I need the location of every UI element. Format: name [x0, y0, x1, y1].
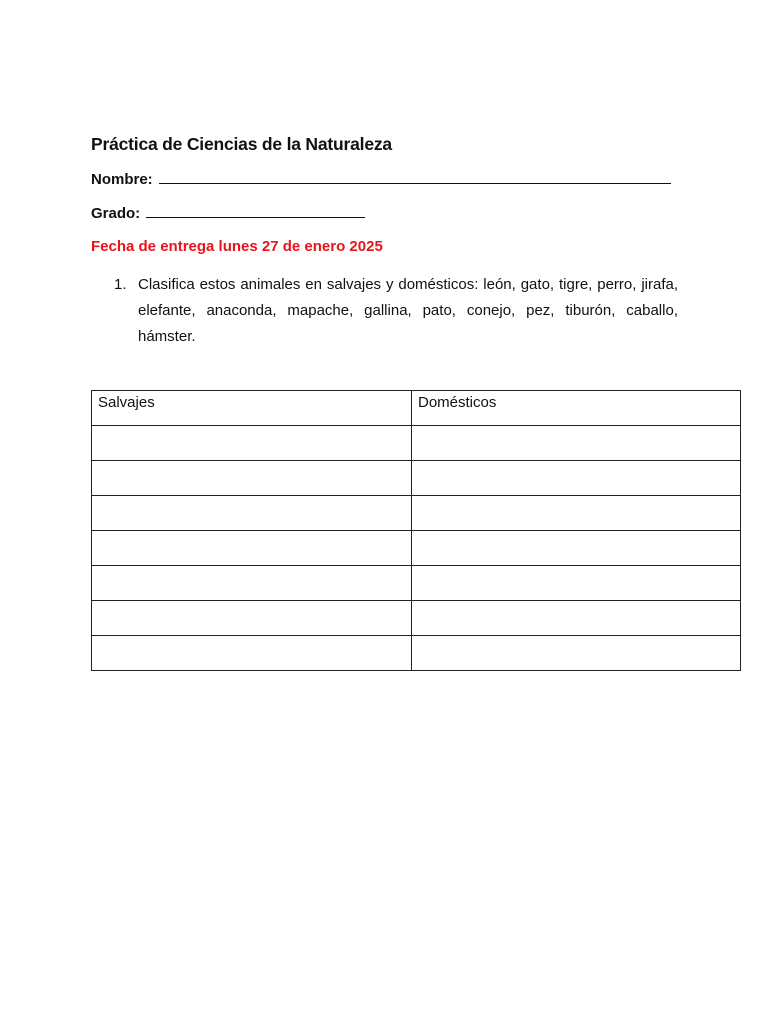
wild-cell[interactable]	[92, 496, 412, 531]
grade-field[interactable]	[91, 205, 365, 222]
table-header-row	[92, 391, 741, 426]
classification-table	[91, 390, 741, 671]
table-row	[92, 426, 741, 461]
table-row	[92, 531, 741, 566]
table-row	[92, 601, 741, 636]
name-field[interactable]	[91, 171, 671, 188]
header-wild: Salvajes	[92, 391, 412, 426]
domestic-cell[interactable]	[412, 601, 741, 636]
grade-blank-line[interactable]	[146, 205, 365, 218]
domestic-cell[interactable]	[412, 531, 741, 566]
grade-label: Grado:	[91, 205, 141, 222]
table-row	[92, 496, 741, 531]
wild-cell[interactable]	[92, 426, 412, 461]
wild-cell[interactable]	[92, 636, 412, 671]
table-row	[92, 566, 741, 601]
table-row	[92, 636, 741, 671]
wild-cell[interactable]	[92, 531, 412, 566]
table-row	[92, 461, 741, 496]
worksheet-title: Práctica de Ciencias de la Naturaleza	[91, 134, 392, 154]
wild-cell[interactable]	[92, 461, 412, 496]
wild-cell[interactable]	[92, 566, 412, 601]
domestic-cell[interactable]	[412, 566, 741, 601]
domestic-cell[interactable]	[412, 496, 741, 531]
name-label: Nombre:	[91, 171, 153, 188]
domestic-cell[interactable]	[412, 461, 741, 496]
header-domestic: Domésticos	[412, 391, 741, 426]
domestic-cell[interactable]	[412, 636, 741, 671]
wild-cell[interactable]	[92, 601, 412, 636]
question-1	[114, 272, 678, 350]
question-text: Clasifica estos animales en salvajes y domésticos: león, gato, tigre, perro, jirafa, elefante, anaconda, mapache, gallina, pato, conejo, pez, tiburón, caballo, hámster.	[138, 276, 678, 345]
question-number: 1.	[114, 276, 127, 293]
domestic-cell[interactable]	[412, 426, 741, 461]
due-date: Fecha de entrega lunes 27 de enero 2025	[91, 238, 383, 255]
name-blank-line[interactable]	[159, 171, 671, 184]
